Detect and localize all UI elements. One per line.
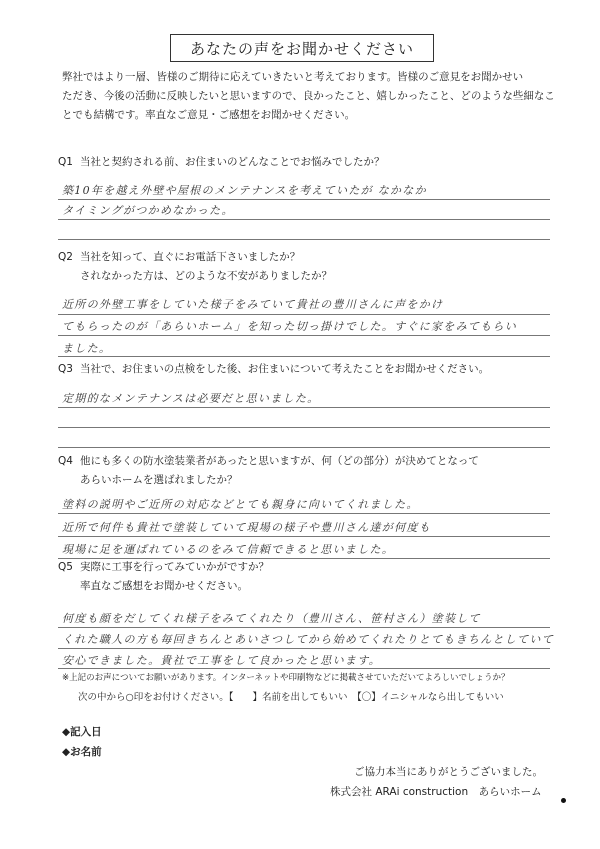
publication-choice: 次の中から○印をお付けください。【 】名前を出してもいい 【〇】イニシャルなら出してもいい (78, 692, 504, 703)
answer-rule (58, 427, 550, 428)
intro-line: 弊社ではより一層、皆様のご期待に応えていきたいと考えております。皆様のご意見をお聞かせい (62, 71, 524, 83)
question-text: 当社で、お住まいの点検をした後、お住まいについて考えたことをお聞かせください。 (80, 363, 490, 375)
question-q1 (58, 153, 385, 172)
answer-line: 何度も顔をだしてくれ様子をみてくれたり（豊川さん、笹村さん）塗装して (62, 612, 481, 625)
question-q4 (58, 452, 479, 490)
answer-rule (58, 199, 550, 200)
answer-line: タイミングがつかめなかった。 (62, 204, 234, 217)
answer-rule (58, 407, 550, 408)
answer-rule (58, 356, 550, 357)
answer-line: ました。 (62, 342, 112, 355)
answer-rule (58, 627, 550, 628)
answer-rule (58, 536, 550, 537)
answer-rule (58, 447, 550, 448)
answer-rule (58, 513, 550, 514)
publication-note: ※上記のお声についてお願いがあります。インターネットや印刷物などに掲載させていただいてよろしいでしょうか？ (62, 673, 510, 683)
question-text: 当社と契約される前、お住まいのどんなことでお悩みでしたか？ (80, 156, 385, 168)
question-q3 (58, 360, 489, 379)
question-text: 他にも多くの防水塗装業者があったと思いますが、何（どの部分）が決めてとなって (80, 455, 479, 467)
answer-line: くれた職人の方も毎回きちんとあいさつしてから始めてくれたりとてもきちんとしていて (62, 633, 554, 646)
answer-line: 近所の外壁工事をしていた様子をみていて貴社の豊川さんに声をかけ (62, 298, 444, 311)
intro-line: ただき、今後の活動に反映したいと思いますので、良かったこと、嬉しかったこと、どのような些細なこ (62, 90, 555, 102)
question-number: Q3 (58, 363, 73, 375)
question-text: 当社を知って、直ぐにお電話下さいましたか？ (80, 251, 301, 263)
page-title: あなたの声をお聞かせください (170, 34, 434, 62)
ink-dot (561, 798, 566, 803)
answer-line: 安心できました。貴社で工事をして良かったと思います。 (62, 654, 381, 667)
question-q2 (58, 248, 332, 286)
answer-line: 現場に足を運ばれているのをみて信頼できると思いました。 (62, 543, 395, 556)
answer-rule (58, 668, 550, 669)
question-text: 率直なご感想をお聞かせください。 (80, 580, 248, 592)
question-text: 実際に工事を行ってみていかがですか？ (80, 561, 269, 573)
answer-line: 塗料の説明やご近所の対応などとても親身に向いてくれました。 (62, 498, 419, 511)
question-text: あらいホームを選ばれましたか？ (80, 474, 238, 486)
answer-line: 定期的なメンテナンスは必要だと思いました。 (62, 392, 320, 405)
answer-rule (58, 219, 550, 220)
answer-line: てもらったのが「あらいホーム」を知った切っ掛けでした。すぐに家をみてもらい (62, 320, 518, 333)
question-number: Q4 (58, 455, 73, 467)
answer-rule (58, 648, 550, 649)
question-number: Q2 (58, 251, 73, 263)
answer-line: 築10年を越え外壁や屋根のメンテナンスを考えていたが なかなか (62, 184, 427, 197)
thanks-text: ご協力本当にありがとうございました。 (354, 766, 543, 778)
answer-line: 近所で何件も貴社で塗装していて現場の様子や豊川さん達が何度も (62, 521, 431, 534)
date-field-label: ◆記入日 (62, 726, 102, 738)
question-text: されなかった方は、どのような不安がありましたか？ (80, 270, 332, 282)
name-field-label: ◆お名前 (62, 746, 102, 758)
question-number: Q5 (58, 561, 73, 573)
answer-rule (58, 335, 550, 336)
question-q5 (58, 558, 269, 596)
intro-line: とでも結構です。率直なご意見・ご感想をお聞かせください。 (62, 109, 356, 121)
company-name: 株式会社 ARAi construction あらいホーム (330, 786, 542, 798)
answer-rule (58, 314, 550, 315)
answer-rule (58, 239, 550, 240)
question-number: Q1 (58, 156, 73, 168)
intro-text (62, 68, 582, 125)
